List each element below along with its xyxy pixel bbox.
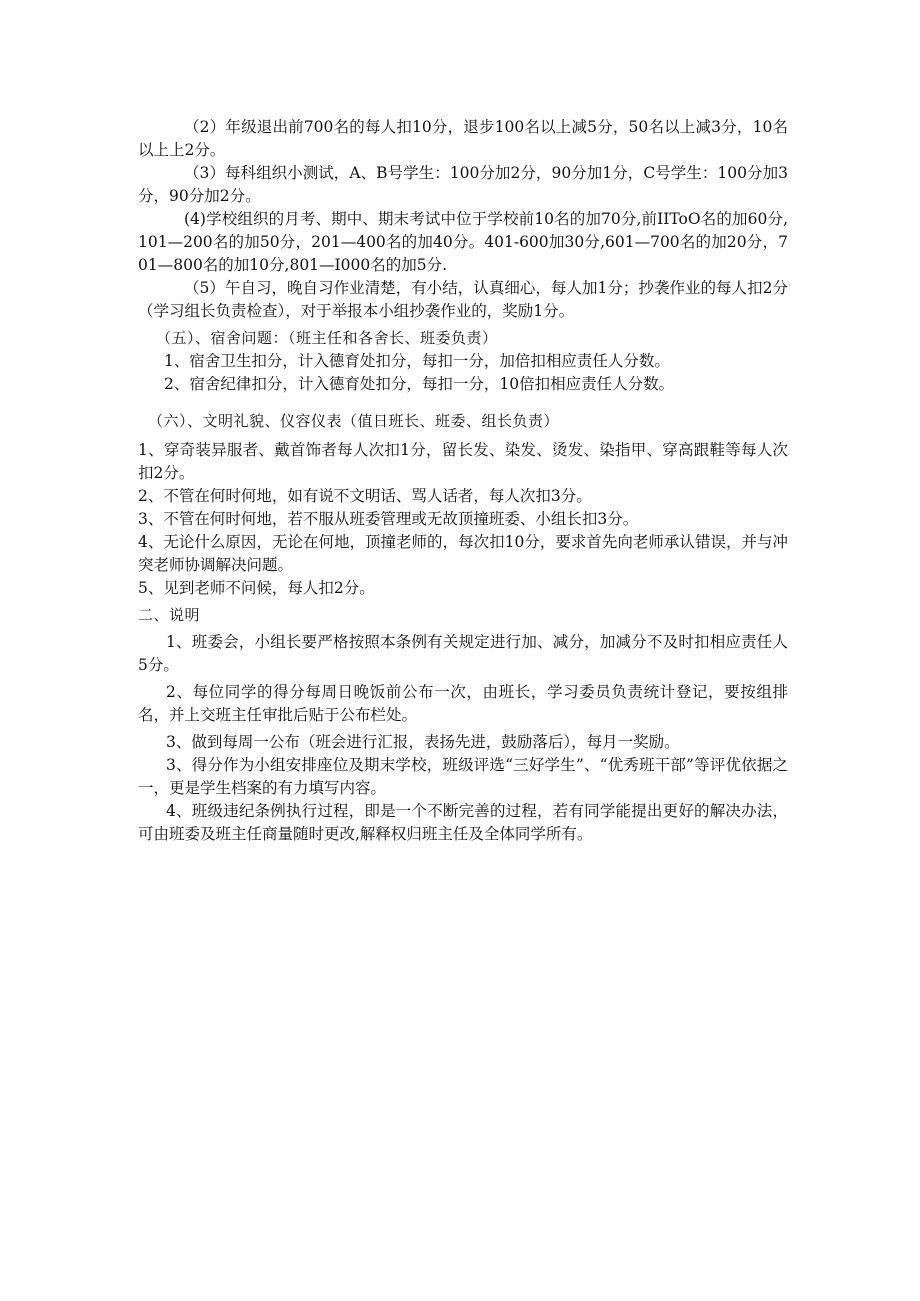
document-body bbox=[138, 116, 788, 846]
note-4: 4、班级违纪条例执行过程，即是一个不断完善的过程，若有同学能提出更好的解决办法，可由班委及班主任商量随时更改,解释权归班主任及全体同学所有。 bbox=[138, 802, 788, 843]
note-3a: 3、做到每周一公布（班会进行汇报，表扬先进，鼓励落后），每月一奖励。 bbox=[166, 733, 680, 751]
etiquette-heading: （六）、文明礼貌、仪容仪表（值日班长、班委、组长负责） bbox=[148, 412, 560, 430]
dorm-heading: （五）、宿舍问题：（班主任和各舍长、班委负责） bbox=[156, 329, 498, 347]
note-2: 2、每位同学的得分每周日晚饭前公布一次，由班长，学习委员负责统计登记，要按组排名，并上交班主任审批后贴于公布栏处。 bbox=[138, 683, 788, 724]
etiquette-rule-1: 1、穿奇装异服者、戴首饰者每人次扣1分，留长发、染发、烫发、染指甲、穿高跟鞋等每人次扣2分。 bbox=[138, 441, 788, 482]
study-rule-2: （2）年级退出前700名的每人扣10分，退步100名以上减5分，50名以上减3分，10名以上上2分。 bbox=[138, 118, 788, 159]
dorm-rule-2: 2、宿舍纪律扣分，计入德育处扣分，每扣一分，10倍扣相应责任人分数。 bbox=[164, 375, 675, 393]
study-rule-3: （3）每科组织小测试，A、B号学生：100分加2分，90分加1分，C号学生：100分加3分，90分加2分。 bbox=[138, 164, 788, 205]
notes-heading: 二、说明 bbox=[138, 606, 201, 624]
study-rule-5: （5）午自习，晚自习作业清楚，有小结，认真细心，每人加1分；抄袭作业的每人扣2分（学习组长负责检查），对于举报本小组抄袭作业的，奖励1分。 bbox=[138, 279, 788, 320]
etiquette-rule-5: 5、见到老师不问候，每人扣2分。 bbox=[138, 579, 375, 597]
etiquette-rule-2: 2、不管在何时何地，如有说不文明话、骂人话者，每人次扣3分。 bbox=[138, 487, 592, 505]
dorm-rule-1: 1、宿舍卫生扣分，计入德育处扣分，每扣一分，加倍扣相应责任人分数。 bbox=[164, 352, 670, 370]
etiquette-rule-4: 4、无论什么原因，无论在何地，顶撞老师的，每次扣10分，要求首先向老师承认错误，并与冲突老师协调解决问题。 bbox=[138, 533, 788, 574]
note-3b: 3、得分作为小组安排座位及期末学校，班级评选“三好学生”、“优秀班干部”等评优依据之一，更是学生档案的有力填写内容。 bbox=[138, 756, 788, 797]
note-1: 1、班委会，小组长要严格按照本条例有关规定进行加、减分，加减分不及时扣相应责任人5分。 bbox=[138, 633, 788, 674]
etiquette-rule-3: 3、不管在何时何地，若不服从班委管理或无故顶撞班委、小组长扣3分。 bbox=[138, 510, 639, 528]
study-rule-4: (4)学校组织的月考、期中、期末考试中位于学校前10名的加70分,前IIToO名的加60分,101—200名的加50分，201—400名的加40分。401-600加30分,601—700名的加20分，701—800名的加10分,801—I000名的加5分. bbox=[138, 210, 788, 274]
